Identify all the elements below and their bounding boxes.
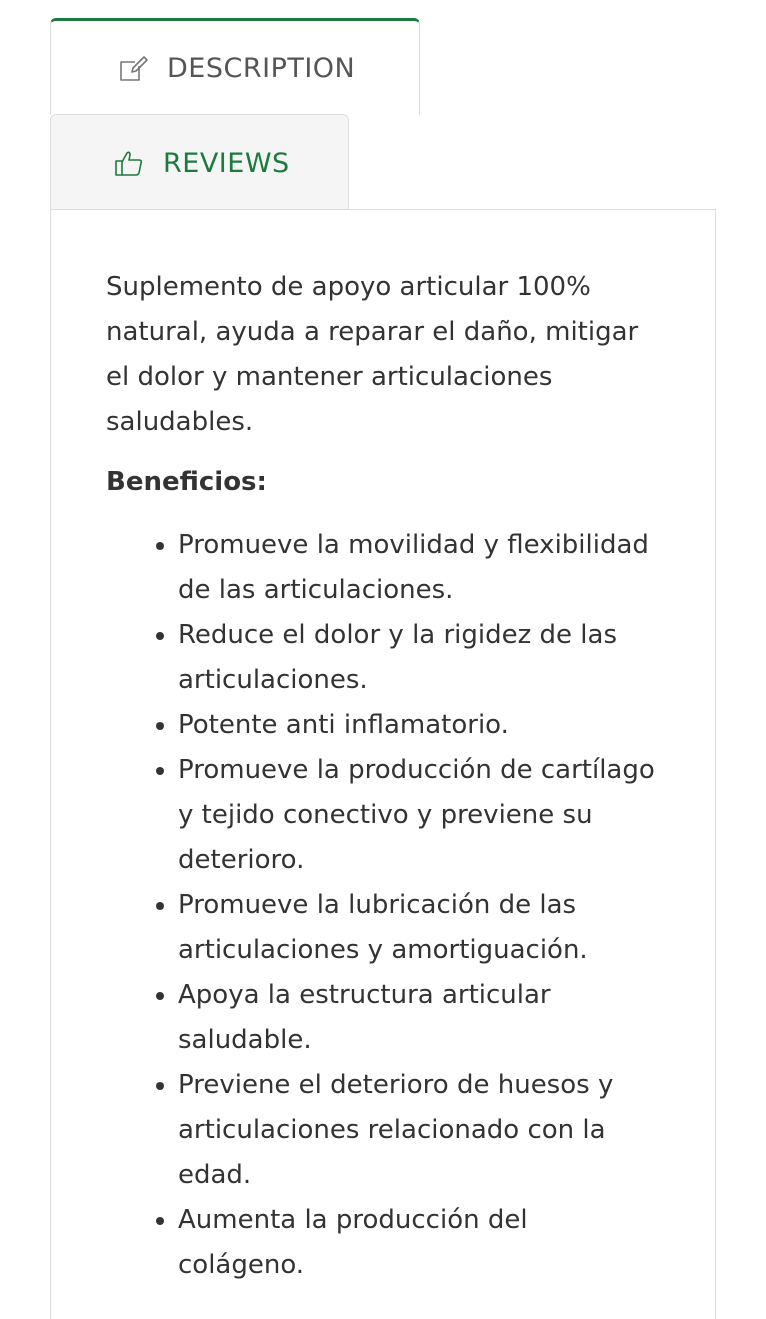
product-description: Suplemento de apoyo articular 100% natural, ayuda a reparar el daño, mitigar el dolor y mantener articulaciones saludables. — [106, 272, 639, 437]
list-item: • Previene el deterioro de huesos y articulaciones relacionado con la edad. — [178, 1063, 661, 1198]
list-item: • Reduce el dolor y la rigidez de las articulaciones. — [178, 613, 661, 703]
thumbs-up-icon — [113, 147, 145, 179]
benefits-list — [106, 523, 661, 1288]
tab-reviews[interactable] — [50, 114, 349, 211]
edit-icon — [117, 52, 149, 84]
tab-description[interactable] — [50, 18, 420, 115]
description-panel — [50, 209, 716, 1319]
list-item: • Promueve la movilidad y flexibilidad de las articulaciones. — [178, 523, 661, 613]
list-item: • Potente anti inflamatorio. — [178, 703, 661, 748]
list-item: • Promueve la lubricación de las articulaciones y amortiguación. — [178, 883, 661, 973]
list-item: • Promueve la producción de cartílago y tejido conectivo y previene su deterioro. — [178, 748, 661, 883]
tab-description-label: DESCRIPTION — [167, 52, 356, 84]
list-item: • Aumenta la producción del colágeno. — [178, 1198, 661, 1288]
benefits-heading: Beneficios: — [106, 467, 267, 497]
tab-reviews-label: REVIEWS — [163, 147, 290, 179]
list-item: • Apoya la estructura articular saludable. — [178, 973, 661, 1063]
